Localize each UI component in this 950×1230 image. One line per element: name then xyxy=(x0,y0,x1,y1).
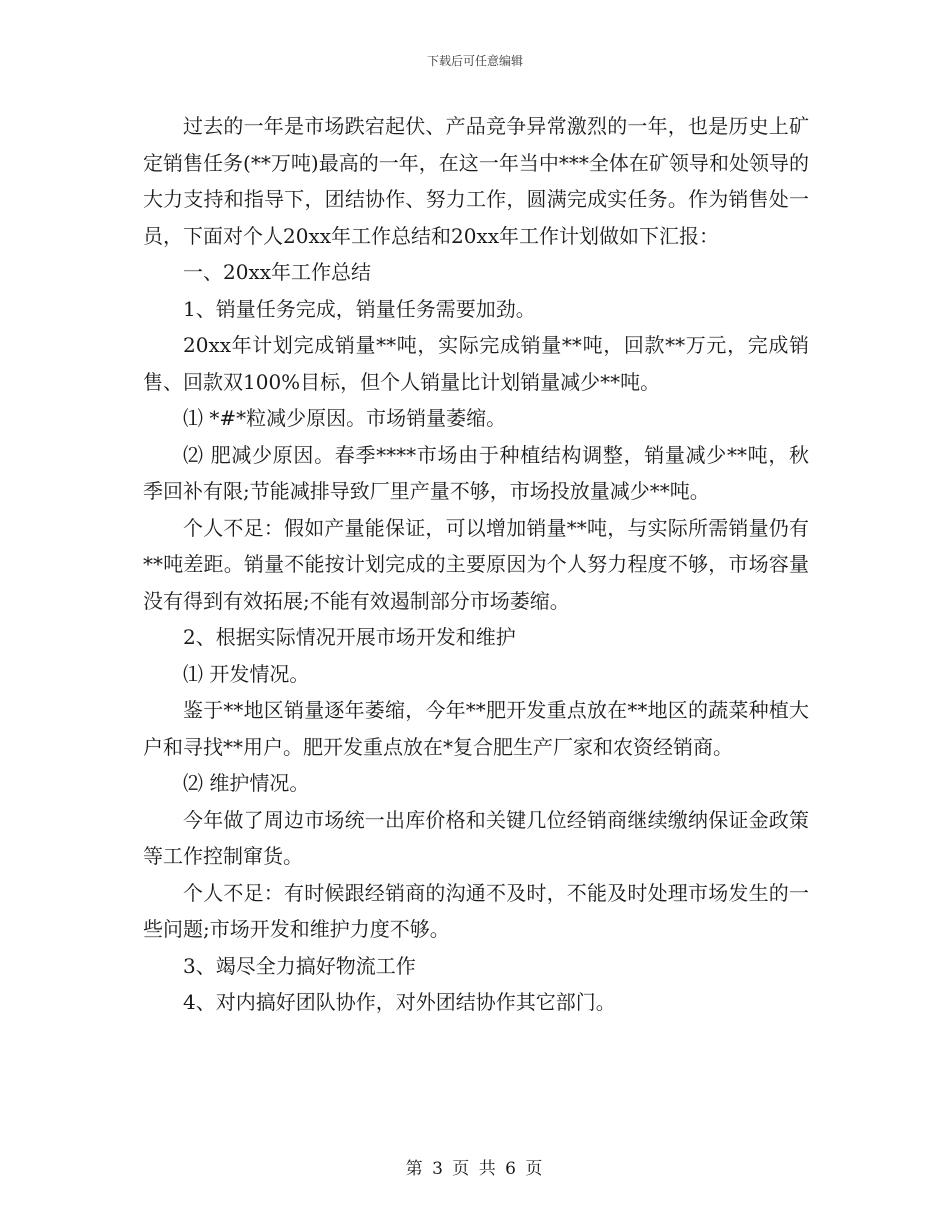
paragraph-shortcoming-1: 个人不足：假如产量能保证，可以增加销量**吨，与实际所需销量仍有**吨差距。销量不能按计划完成的主要原因为个人努力程度不够，市场容量没有得到有效拓展;不能有效遏制部分市场萎缩。 xyxy=(143,515,809,613)
paragraph-development-detail: 鉴于**地区销量逐年萎缩，今年**肥开发重点放在**地区的蔬菜种植大户和寻找**用户。肥开发重点放在*复合肥生产厂家和农资经销商。 xyxy=(143,698,809,759)
page-number: 第 3 页 共 6 页 xyxy=(405,1159,545,1179)
paragraph-maintenance-detail: 今年做了周边市场统一出库价格和关键几位经销商继续缴纳保证金政策等工作控制窜货。 xyxy=(143,807,809,868)
document-body xyxy=(143,108,809,1021)
list-item-maintenance: ⑵ 维护情况。 xyxy=(183,771,310,795)
paragraph-sales-figures: 20xx年计划完成销量**吨，实际完成销量**吨，回款**万元，完成销售、回款双100%目标，但个人销量比计划销量减少**吨。 xyxy=(143,333,809,394)
list-item-reason-2: ⑵ 肥减少原因。春季****市场由于种植结构调整，销量减少**吨，秋季回补有限;节能减排导致厂里产量不够，市场投放量减少**吨。 xyxy=(143,442,809,503)
subheading-logistics: 3、竭尽全力搞好物流工作 xyxy=(183,953,416,978)
subheading-market-development: 2、根据实际情况开展市场开发和维护 xyxy=(183,625,516,649)
list-item-reason-1: ⑴ *#*粒减少原因。市场销量萎缩。 xyxy=(183,406,507,430)
paragraph-shortcoming-2: 个人不足：有时候跟经销商的沟通不及时，不能及时处理市场发生的一些问题;市场开发和维护力度不够。 xyxy=(143,880,809,941)
paragraph-intro: 过去的一年是市场跌宕起伏、产品竞争异常激烈的一年，也是历史上矿定销售任务(**万吨)最高的一年，在这一年当中***全体在矿领导和处领导的大力支持和指导下，团结协作、努力工作，圆满完成实任务。作为销售处一员，下面对个人20xx年工作总结和20xx年工作计划做如下汇报： xyxy=(143,114,809,248)
list-item-development: ⑴ 开发情况。 xyxy=(183,661,310,686)
section-heading-summary: 一、20xx年工作总结 xyxy=(183,260,372,284)
subheading-teamwork: 4、对内搞好团队协作，对外团结协作其它部门。 xyxy=(183,990,616,1014)
page-header-note: 下载后可任意编辑 xyxy=(426,54,523,68)
subheading-sales-task: 1、销量任务完成，销量任务需要加劲。 xyxy=(183,296,536,321)
